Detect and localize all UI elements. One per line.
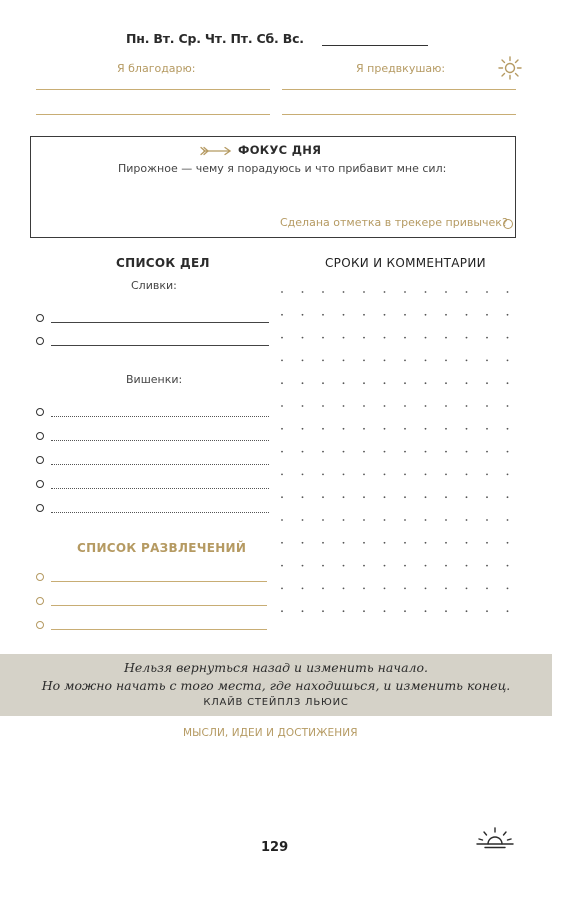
- grid-dot: [322, 474, 324, 476]
- fun-checkbox-3[interactable]: [36, 621, 44, 629]
- grid-dot: [322, 565, 324, 567]
- quote-author: КЛАЙВ СТЕЙПЛЗ ЛЬЮИС: [203, 697, 349, 708]
- grid-dot: [486, 588, 488, 590]
- fun-line-3: [51, 629, 267, 630]
- cherries-line-1: [51, 416, 269, 417]
- grid-dot: [507, 496, 509, 498]
- grid-dot: [302, 428, 304, 430]
- quote-line-1: Нельзя вернуться назад и изменить начало.: [124, 660, 428, 675]
- grid-dot: [445, 519, 447, 521]
- grid-dot: [363, 291, 365, 293]
- grid-dot: [445, 382, 447, 384]
- grid-dot: [322, 588, 324, 590]
- grid-dot: [363, 519, 365, 521]
- grid-dot: [486, 405, 488, 407]
- grid-dot: [343, 382, 345, 384]
- grid-dot: [466, 405, 468, 407]
- grid-dot: [466, 610, 468, 612]
- grid-dot: [507, 451, 509, 453]
- grid-dot: [466, 496, 468, 498]
- tracker-checkbox[interactable]: [503, 219, 513, 229]
- grid-dot: [384, 337, 386, 339]
- grid-dot: [302, 291, 304, 293]
- grid-dot: [425, 382, 427, 384]
- grid-dot: [322, 428, 324, 430]
- grid-dot: [363, 588, 365, 590]
- grid-dot: [363, 337, 365, 339]
- grid-dot: [322, 610, 324, 612]
- grid-dot: [322, 519, 324, 521]
- grid-dot: [384, 405, 386, 407]
- sun-icon: [497, 55, 523, 81]
- grid-dot: [445, 314, 447, 316]
- grid-dot: [486, 610, 488, 612]
- grid-dot: [404, 382, 406, 384]
- grid-dot: [281, 519, 283, 521]
- grid-dot: [445, 496, 447, 498]
- grid-dot: [281, 542, 283, 544]
- cherries-line-5: [51, 512, 269, 513]
- comments-dot-grid: [276, 288, 520, 633]
- grid-dot: [466, 337, 468, 339]
- grid-dot: [425, 519, 427, 521]
- grid-dot: [281, 314, 283, 316]
- grateful-label: Я благодарю:: [117, 62, 196, 75]
- grid-dot: [384, 382, 386, 384]
- grid-dot: [281, 565, 283, 567]
- grid-dot: [322, 291, 324, 293]
- habit-tracker-question: Сделана отметка в трекере привычек?: [280, 216, 508, 229]
- grid-dot: [486, 542, 488, 544]
- grid-dot: [384, 428, 386, 430]
- grid-dot: [343, 405, 345, 407]
- grid-dot: [384, 314, 386, 316]
- grid-dot: [507, 337, 509, 339]
- grid-dot: [384, 451, 386, 453]
- grid-dot: [466, 451, 468, 453]
- grid-dot: [445, 451, 447, 453]
- grid-dot: [507, 542, 509, 544]
- grid-dot: [302, 588, 304, 590]
- grid-dot: [404, 542, 406, 544]
- grid-dot: [302, 496, 304, 498]
- grid-dot: [384, 565, 386, 567]
- grid-dot: [302, 382, 304, 384]
- grid-dot: [302, 542, 304, 544]
- grid-dot: [507, 474, 509, 476]
- grid-dot: [445, 474, 447, 476]
- grid-dot: [404, 610, 406, 612]
- grid-dot: [425, 496, 427, 498]
- grid-dot: [404, 405, 406, 407]
- grid-dot: [404, 451, 406, 453]
- fun-line-1: [51, 581, 267, 582]
- grid-dot: [322, 360, 324, 362]
- grid-dot: [343, 565, 345, 567]
- grid-dot: [507, 314, 509, 316]
- cream-line-2: [51, 345, 269, 346]
- grid-dot: [343, 519, 345, 521]
- grid-dot: [507, 382, 509, 384]
- cherries-line-4: [51, 488, 269, 489]
- grid-dot: [486, 360, 488, 362]
- cherries-checkbox-5[interactable]: [36, 504, 44, 512]
- grid-dot: [404, 496, 406, 498]
- grid-dot: [404, 314, 406, 316]
- grid-dot: [404, 291, 406, 293]
- grid-dot: [384, 291, 386, 293]
- grid-dot: [507, 565, 509, 567]
- grid-dot: [384, 496, 386, 498]
- grid-dot: [363, 496, 365, 498]
- grid-dot: [322, 314, 324, 316]
- grid-dot: [343, 610, 345, 612]
- grid-dot: [281, 382, 283, 384]
- cherries-checkbox-3[interactable]: [36, 456, 44, 464]
- grid-dot: [322, 542, 324, 544]
- grid-dot: [343, 542, 345, 544]
- grid-dot: [281, 451, 283, 453]
- grid-dot: [384, 610, 386, 612]
- cream-label: Сливки:: [131, 279, 177, 292]
- grid-dot: [343, 314, 345, 316]
- grid-dot: [363, 542, 365, 544]
- fun-title: СПИСОК РАЗВЛЕЧЕНИЙ: [77, 541, 247, 555]
- grid-dot: [363, 451, 365, 453]
- grid-dot: [507, 610, 509, 612]
- grid-dot: [466, 314, 468, 316]
- grid-dot: [322, 405, 324, 407]
- anticipate-label: Я предвкушаю:: [356, 62, 446, 75]
- grid-dot: [466, 291, 468, 293]
- grid-dot: [302, 337, 304, 339]
- grid-dot: [466, 360, 468, 362]
- grid-dot: [281, 405, 283, 407]
- grid-dot: [384, 588, 386, 590]
- cream-line-1: [51, 322, 269, 323]
- grid-dot: [466, 588, 468, 590]
- grid-dot: [281, 474, 283, 476]
- grid-dot: [507, 588, 509, 590]
- page-number: 129: [261, 840, 289, 855]
- cream-checkbox-2[interactable]: [36, 337, 44, 345]
- grid-dot: [425, 360, 427, 362]
- weekdays: Пн. Вт. Ср. Чт. Пт. Сб. Вс.: [126, 31, 304, 46]
- grid-dot: [507, 519, 509, 521]
- grid-dot: [445, 565, 447, 567]
- grid-dot: [322, 382, 324, 384]
- grid-dot: [343, 428, 345, 430]
- grid-dot: [281, 360, 283, 362]
- grid-dot: [281, 496, 283, 498]
- grid-dot: [363, 382, 365, 384]
- grid-dot: [281, 291, 283, 293]
- cherries-checkbox-2[interactable]: [36, 432, 44, 440]
- grid-dot: [425, 610, 427, 612]
- grid-dot: [343, 291, 345, 293]
- grid-dot: [302, 610, 304, 612]
- grid-dot: [445, 405, 447, 407]
- grid-dot: [425, 314, 427, 316]
- fun-checkbox-2[interactable]: [36, 597, 44, 605]
- grid-dot: [302, 474, 304, 476]
- grid-dot: [466, 428, 468, 430]
- grid-dot: [486, 291, 488, 293]
- grid-dot: [445, 588, 447, 590]
- grid-dot: [425, 405, 427, 407]
- grid-dot: [425, 565, 427, 567]
- grid-dot: [363, 428, 365, 430]
- grid-dot: [507, 428, 509, 430]
- grid-dot: [302, 314, 304, 316]
- grid-dot: [404, 565, 406, 567]
- grid-dot: [404, 360, 406, 362]
- grid-dot: [507, 291, 509, 293]
- grid-dot: [445, 360, 447, 362]
- grid-dot: [343, 496, 345, 498]
- grid-dot: [363, 565, 365, 567]
- anticipate-line-1: [282, 89, 516, 90]
- grid-dot: [384, 474, 386, 476]
- grid-dot: [425, 291, 427, 293]
- cherries-checkbox-1[interactable]: [36, 408, 44, 416]
- grid-dot: [343, 337, 345, 339]
- grid-dot: [384, 360, 386, 362]
- grid-dot: [384, 519, 386, 521]
- grid-dot: [343, 360, 345, 362]
- grid-dot: [425, 428, 427, 430]
- grid-dot: [445, 542, 447, 544]
- grid-dot: [486, 382, 488, 384]
- grid-dot: [404, 428, 406, 430]
- grid-dot: [363, 314, 365, 316]
- grateful-line-2: [36, 114, 270, 115]
- thoughts-title: МЫСЛИ, ИДЕИ И ДОСТИЖЕНИЯ: [183, 727, 358, 739]
- grid-dot: [486, 451, 488, 453]
- date-line: [322, 45, 428, 46]
- grid-dot: [466, 542, 468, 544]
- grid-dot: [486, 337, 488, 339]
- grid-dot: [404, 519, 406, 521]
- sunrise-icon: [475, 826, 515, 850]
- grid-dot: [281, 588, 283, 590]
- grid-dot: [425, 337, 427, 339]
- grid-dot: [425, 588, 427, 590]
- grid-dot: [302, 405, 304, 407]
- grid-dot: [302, 451, 304, 453]
- cherries-checkbox-4[interactable]: [36, 480, 44, 488]
- grid-dot: [445, 428, 447, 430]
- grid-dot: [466, 519, 468, 521]
- grid-dot: [363, 610, 365, 612]
- grid-dot: [425, 542, 427, 544]
- todo-title: СПИСОК ДЕЛ: [116, 256, 210, 270]
- fun-checkbox-1[interactable]: [36, 573, 44, 581]
- grid-dot: [281, 337, 283, 339]
- grid-dot: [302, 565, 304, 567]
- grid-dot: [322, 496, 324, 498]
- grid-dot: [486, 565, 488, 567]
- cherries-line-3: [51, 464, 269, 465]
- grid-dot: [404, 337, 406, 339]
- fun-line-2: [51, 605, 267, 606]
- cherries-line-2: [51, 440, 269, 441]
- focus-title: ФОКУС ДНЯ: [238, 143, 322, 157]
- grid-dot: [466, 565, 468, 567]
- deadlines-title: СРОКИ И КОММЕНТАРИИ: [325, 256, 486, 270]
- grid-dot: [343, 451, 345, 453]
- grid-dot: [486, 428, 488, 430]
- grid-dot: [507, 405, 509, 407]
- grid-dot: [445, 610, 447, 612]
- cherries-label: Вишенки:: [126, 373, 183, 386]
- grid-dot: [322, 337, 324, 339]
- grid-dot: [425, 474, 427, 476]
- grid-dot: [343, 474, 345, 476]
- grid-dot: [486, 519, 488, 521]
- grid-dot: [466, 382, 468, 384]
- grid-dot: [486, 314, 488, 316]
- grid-dot: [384, 542, 386, 544]
- grid-dot: [507, 360, 509, 362]
- grid-dot: [302, 360, 304, 362]
- grid-dot: [343, 588, 345, 590]
- grid-dot: [363, 360, 365, 362]
- grateful-line-1: [36, 89, 270, 90]
- grid-dot: [404, 588, 406, 590]
- grid-dot: [445, 337, 447, 339]
- anticipate-line-2: [282, 114, 516, 115]
- grid-dot: [281, 610, 283, 612]
- focus-question: Пирожное — чему я порадуюсь и что прибавит мне сил:: [118, 162, 447, 175]
- grid-dot: [445, 291, 447, 293]
- quote-line-2: Но можно начать с того места, где находишься, и изменить конец.: [41, 678, 511, 693]
- grid-dot: [404, 474, 406, 476]
- grid-dot: [322, 451, 324, 453]
- grid-dot: [302, 519, 304, 521]
- grid-dot: [425, 451, 427, 453]
- grid-dot: [466, 474, 468, 476]
- grid-dot: [363, 474, 365, 476]
- cream-checkbox-1[interactable]: [36, 314, 44, 322]
- grid-dot: [486, 496, 488, 498]
- grid-dot: [486, 474, 488, 476]
- grid-dot: [281, 428, 283, 430]
- grid-dot: [363, 405, 365, 407]
- arrow-icon: [200, 146, 232, 156]
